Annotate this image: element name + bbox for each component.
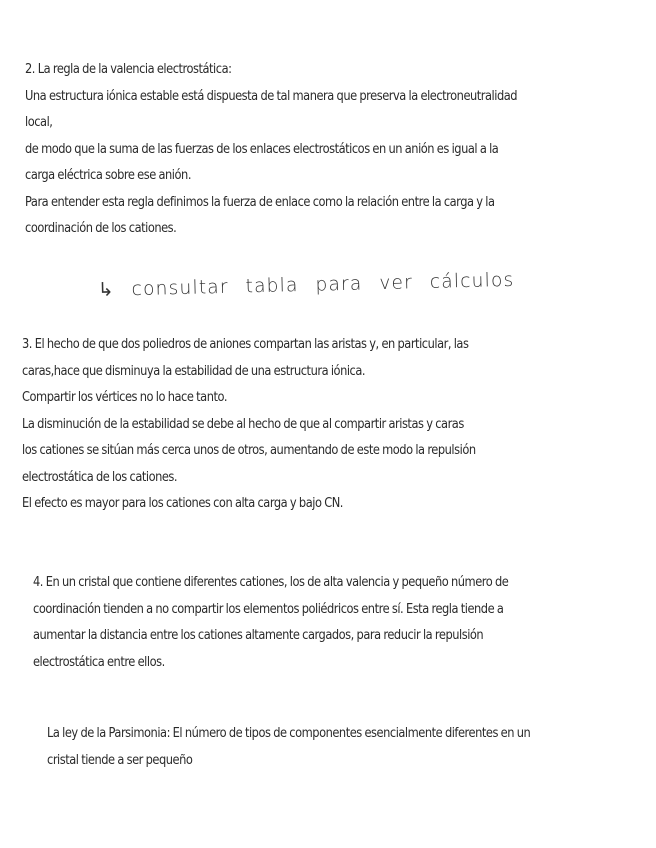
section3-line-2: caras,hace que disminuya la estabilidad de una estructura iónica. — [22, 363, 366, 379]
section2-line-2: Una estructura iónica estable está dispuesta de tal manera que preserva la electroneutralidad — [25, 88, 518, 104]
handwritten-note-consult-table: ↳ consultar tabla para ver cálculos — [97, 268, 515, 301]
section5-line-1: La ley de la Parsimonia: El número de tipos de componentes esencialmente diferentes en un — [47, 726, 531, 741]
section2-line-1: 2. La regla de la valencia electrostática: — [25, 62, 232, 77]
section3-line-7: El efecto es mayor para los cationes con alta carga y bajo CN. — [22, 496, 343, 511]
section-shared-polyhedra-rule — [22, 332, 476, 518]
section4-line-2: coordinación tienden a no compartir los elementos poliédricos entre sí. Esta regla tiende a — [33, 601, 504, 617]
section3-line-3: Compartir los vértices no lo hace tanto. — [22, 390, 227, 405]
section3-line-5: los cationes se sitúan más cerca unos de otros, aumentando de este modo la repulsión — [22, 443, 476, 458]
section4-line-3: aumentar la distancia entre los cationes altamente cargados, para reducir la repulsión — [33, 628, 484, 643]
section-parsimony-law — [47, 721, 530, 774]
section2-line-7: coordinación de los cationes. — [25, 221, 177, 236]
section3-line-6: electrostática de los cationes. — [22, 469, 178, 485]
section5-line-2: cristal tiende a ser pequeño — [47, 752, 193, 768]
section2-line-3: local, — [25, 115, 53, 130]
section-electrostatic-valence-rule — [25, 57, 517, 243]
section3-line-1: 3. El hecho de que dos poliedros de aniones compartan las aristas y, en particular, las — [22, 337, 469, 352]
section2-line-6: Para entender esta regla definimos la fuerza de enlace como la relación entre la carga y la — [25, 194, 495, 210]
section4-line-4: electrostática entre ellos. — [33, 654, 165, 670]
section-high-valence-cations-rule — [33, 570, 508, 676]
section4-line-1: 4. En un cristal que contiene diferentes cationes, los de alta valencia y pequeño número de — [33, 575, 509, 590]
section2-line-4: de modo que la suma de las fuerzas de los enlaces electrostáticos en un anión es igual a la — [25, 141, 499, 157]
section2-line-5: carga eléctrica sobre ese anión. — [25, 168, 191, 183]
section3-line-4: La disminución de la estabilidad se debe al hecho de que al compartir aristas y caras — [22, 416, 464, 432]
